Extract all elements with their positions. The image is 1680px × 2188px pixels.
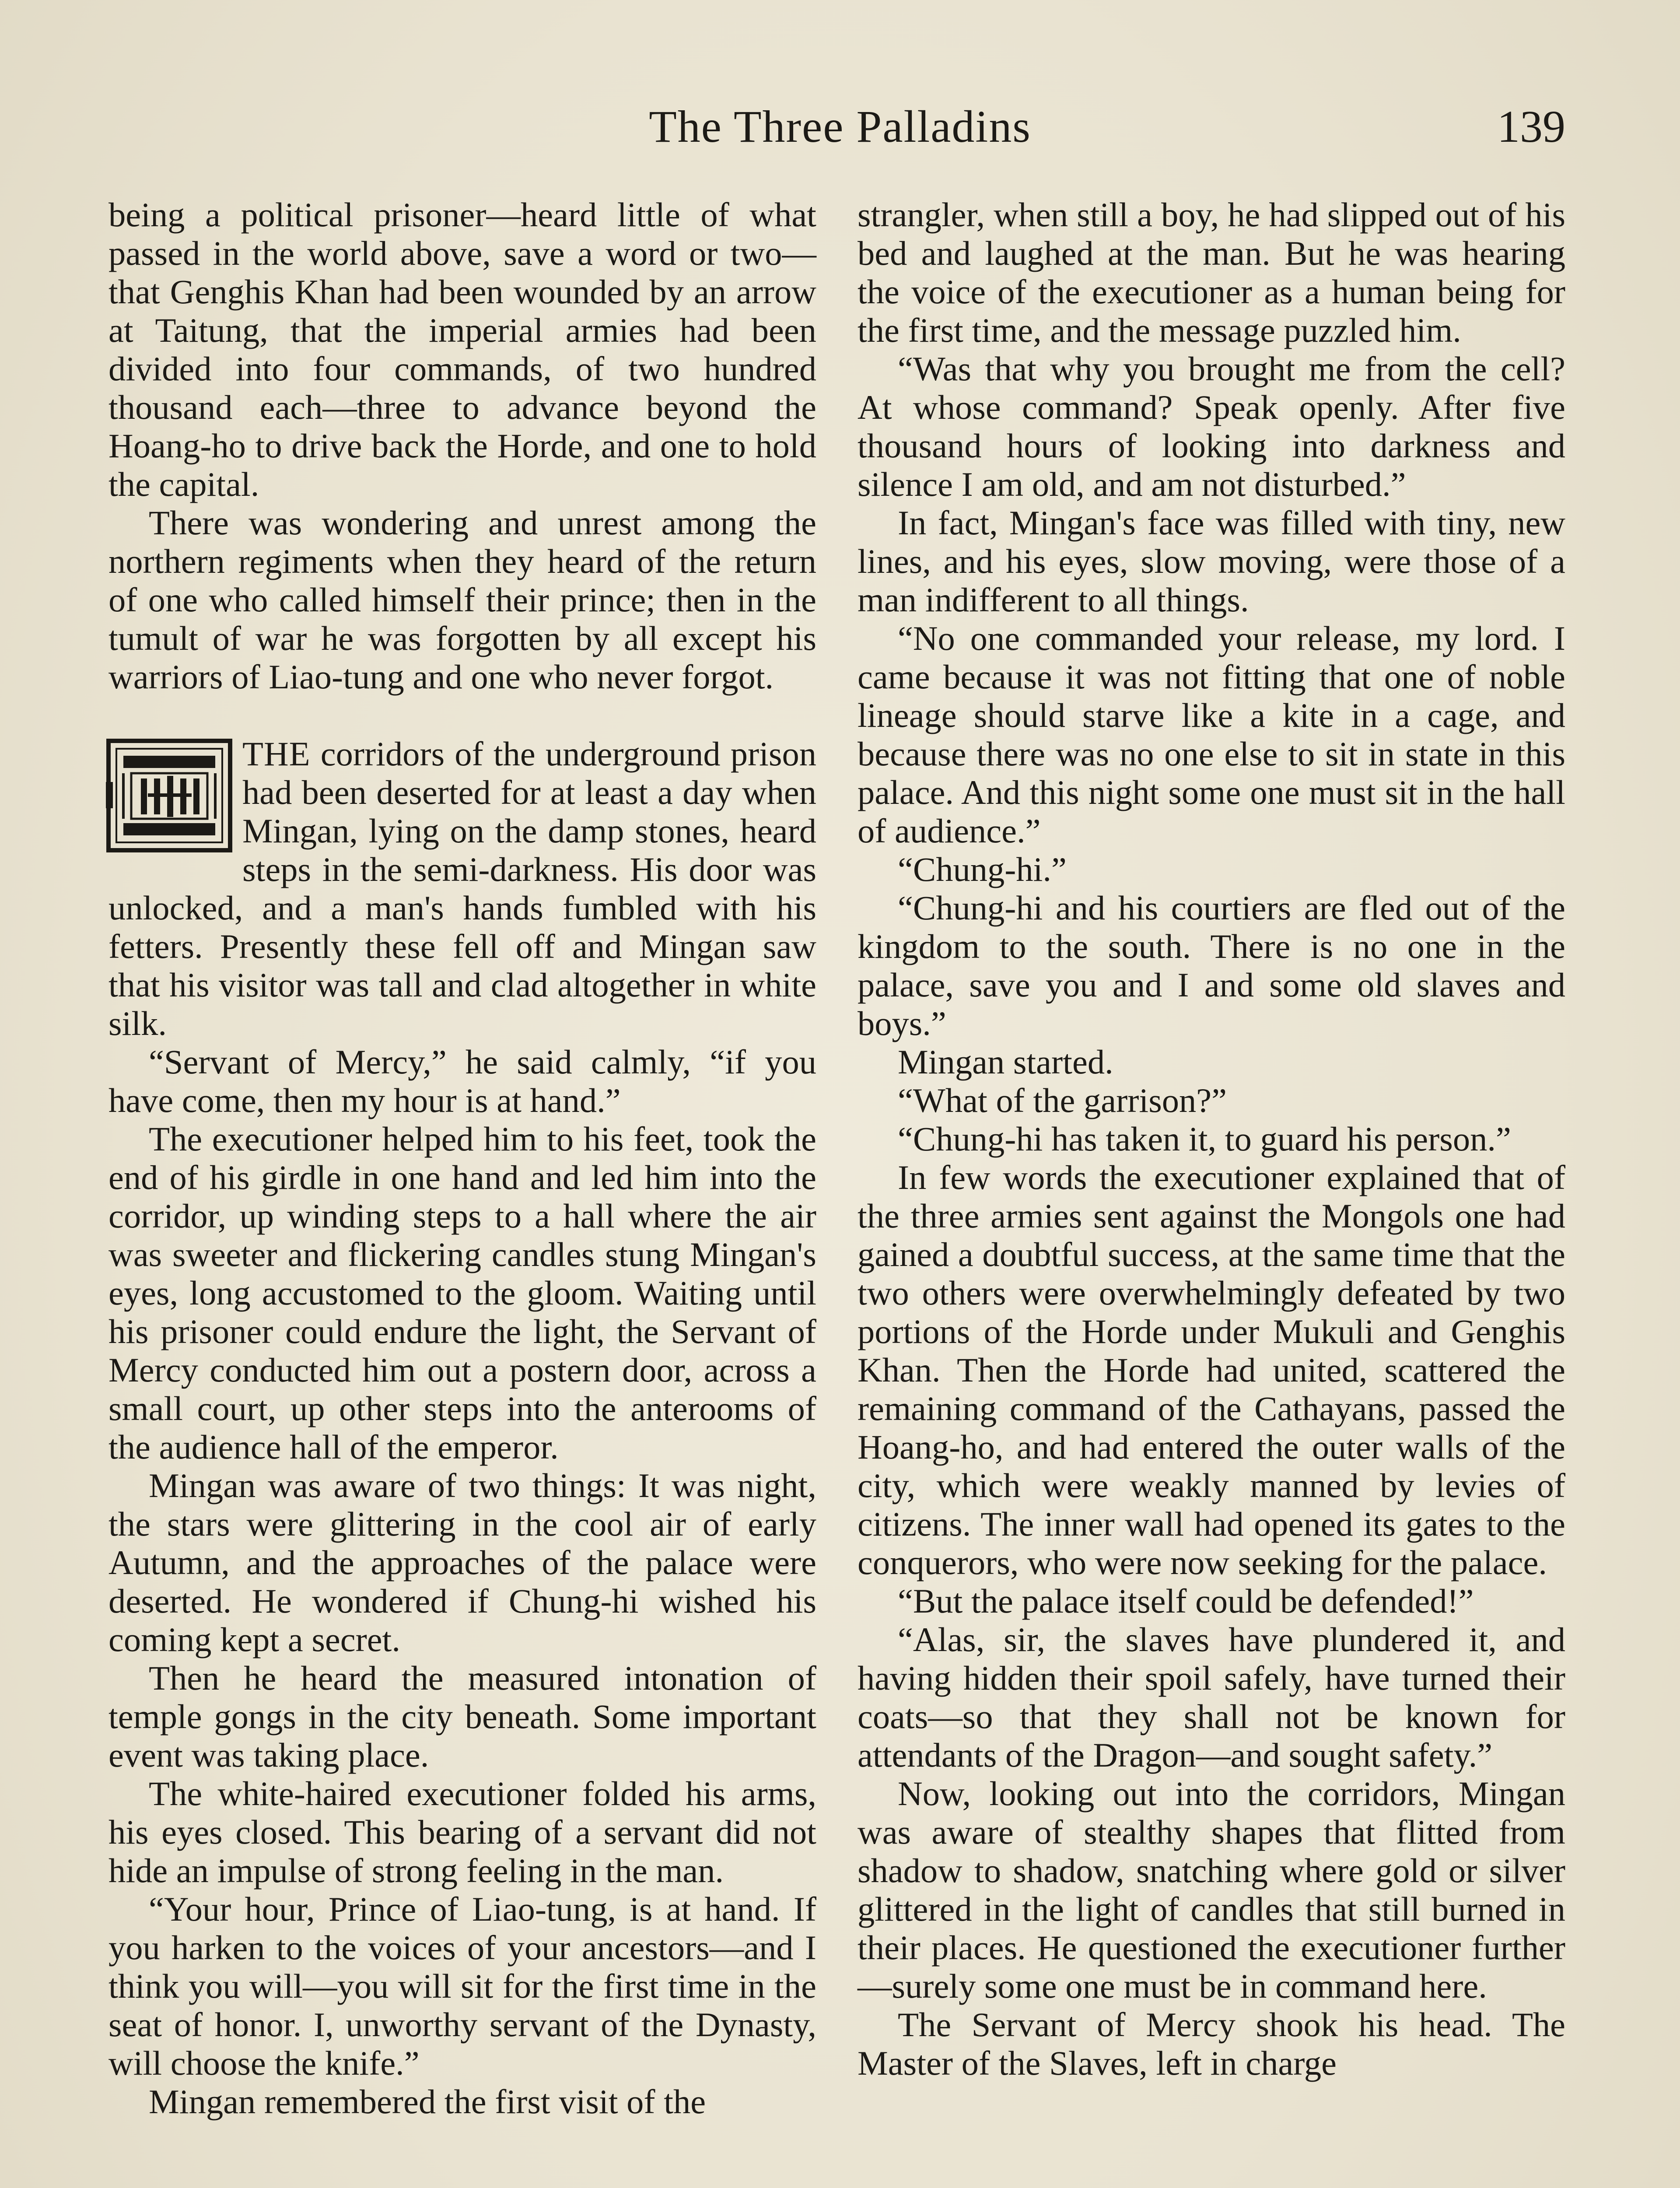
paragraph: “Chung-hi has taken it, to guard his person.”: [898, 1120, 1511, 1158]
right-column: [858, 196, 1565, 2083]
lead-word: THE: [242, 735, 311, 773]
paragraph: “Alas, sir, the slaves have plundered it, and having hidden their spoil safely, have turned their coats—so that they shall not be known for attendants of the Dragon—and sought safety.”: [858, 1620, 1565, 1774]
paragraph: The executioner helped him to his feet, took the end of his girdle in one hand and led him into the corridor, up winding steps to a hall where the air was sweeter and flickering candles stung Mingan's eyes, long accustomed to the gloom. Waiting until his prisoner could endure the light, the Servant of Mercy conducted him out a postern door, across a small court, up other steps into the anterooms of the audience hall of the emperor.: [108, 1120, 816, 1466]
paragraph: “Servant of Mercy,” he said calmly, “if you have come, then my hour is at hand.”: [108, 1043, 816, 1119]
paragraph: In few words the executioner explained that of the three armies sent against the Mongols one had gained a doubtful success, at the same time that the two others were overwhelmingly defeated by two portions of the Horde under Mukuli and Genghis Khan. Then the Horde had united, scattered the remaining command of the Cathayans, passed the Hoang-ho, and had entered the outer walls of the city, which were weakly manned by levies of citizens. The inner wall had opened its gates to the conquerors, who were now seeking for the palace.: [858, 1158, 1565, 1581]
page-header: [0, 96, 1680, 158]
paragraph: “Was that why you brought me from the cell? At whose command? Speak openly. After five thousand hours of looking into darkness and silence I am old, and am not disturbed.”: [858, 350, 1565, 503]
paragraph: Then he heard the measured intonation of temple gongs in the city beneath. Some important event was taking place.: [108, 1659, 816, 1774]
paragraph: Mingan started.: [898, 1043, 1113, 1081]
paragraph: In fact, Mingan's face was filled with tiny, new lines, and his eyes, slow moving, were those of a man indifferent to all things.: [858, 504, 1565, 619]
paragraph: The Servant of Mercy shook his head. The Master of the Slaves, left in charge: [858, 2006, 1565, 2082]
section-break: [108, 735, 816, 1043]
ornamental-initial-icon: [106, 738, 233, 853]
paragraph: “Chung-hi.”: [898, 850, 1067, 888]
page-number: 139: [1497, 102, 1565, 152]
paragraph: “But the palace itself could be defended!”: [898, 1582, 1474, 1620]
paragraph: “Your hour, Prince of Liao-tung, is at hand. If you harken to the voices of your ancestors—and I think you will—you will sit for the first time in the seat of honor. I, unworthy servant of the Dynasty, will choose the knife.”: [108, 1890, 816, 2082]
paragraph: being a political prisoner—heard little of what passed in the world above, save a word or two—that Genghis Khan had been wounded by an arrow at Taitung, that the imperial armies had been divided into four commands, of two hundred thousand each—three to advance beyond the Hoang-ho to drive back the Horde, and one to hold the capital.: [108, 196, 816, 503]
left-column: [108, 196, 816, 2121]
paragraph: “No one commanded your release, my lord. I came because it was not fitting that one of noble lineage should starve like a kite in a cage, and because there was no one else to sit in state in this palace. And this night some one must sit in the hall of audience.”: [858, 619, 1565, 850]
paragraph: strangler, when still a boy, he had slipped out of his bed and laughed at the man. But he was hearing the voice of the executioner as a human being for the first time, and the message puzzled him.: [858, 196, 1565, 349]
paragraph: There was wondering and unrest among the northern regiments when they heard of the return of one who called himself their prince; then in the tumult of war he was forgotten by all except his warriors of Liao-tung and one who never forgot.: [108, 504, 816, 696]
paragraph: Mingan was aware of two things: It was night, the stars were glittering in the cool air of early Autumn, and the approaches of the palace were deserted. He wondered if Chung-hi wished his coming kept a secret.: [108, 1466, 816, 1659]
paragraph: The white-haired executioner folded his arms, his eyes closed. This bearing of a servant did not hide an impulse of strong feeling in the man.: [108, 1774, 816, 1890]
paragraph: Mingan remembered the first visit of the: [149, 2083, 706, 2121]
paragraph: “Chung-hi and his courtiers are fled out of the kingdom to the south. There is no one in the palace, save you and I and some old slaves and boys.”: [858, 889, 1565, 1042]
paragraph: Now, looking out into the corridors, Mingan was aware of stealthy shapes that flitted from shadow to shadow, snatching where gold or silver glittered in the light of candles that still burned in their places. He questioned the executioner further—surely some one must be in command here.: [858, 1774, 1565, 2005]
paragraph: “What of the garrison?”: [898, 1081, 1227, 1119]
section-first-paragraph-text: corridors of the underground prison had been deserted for at least a day when Mingan, lying on the damp stones, heard steps in the semi-darkness. His door was unlocked, and a man's hands fumbled with his fetters. Presently these fell off and Mingan saw that his visitor was tall and clad altogether in white silk.: [108, 735, 816, 1042]
running-title: The Three Palladins: [649, 102, 1031, 152]
